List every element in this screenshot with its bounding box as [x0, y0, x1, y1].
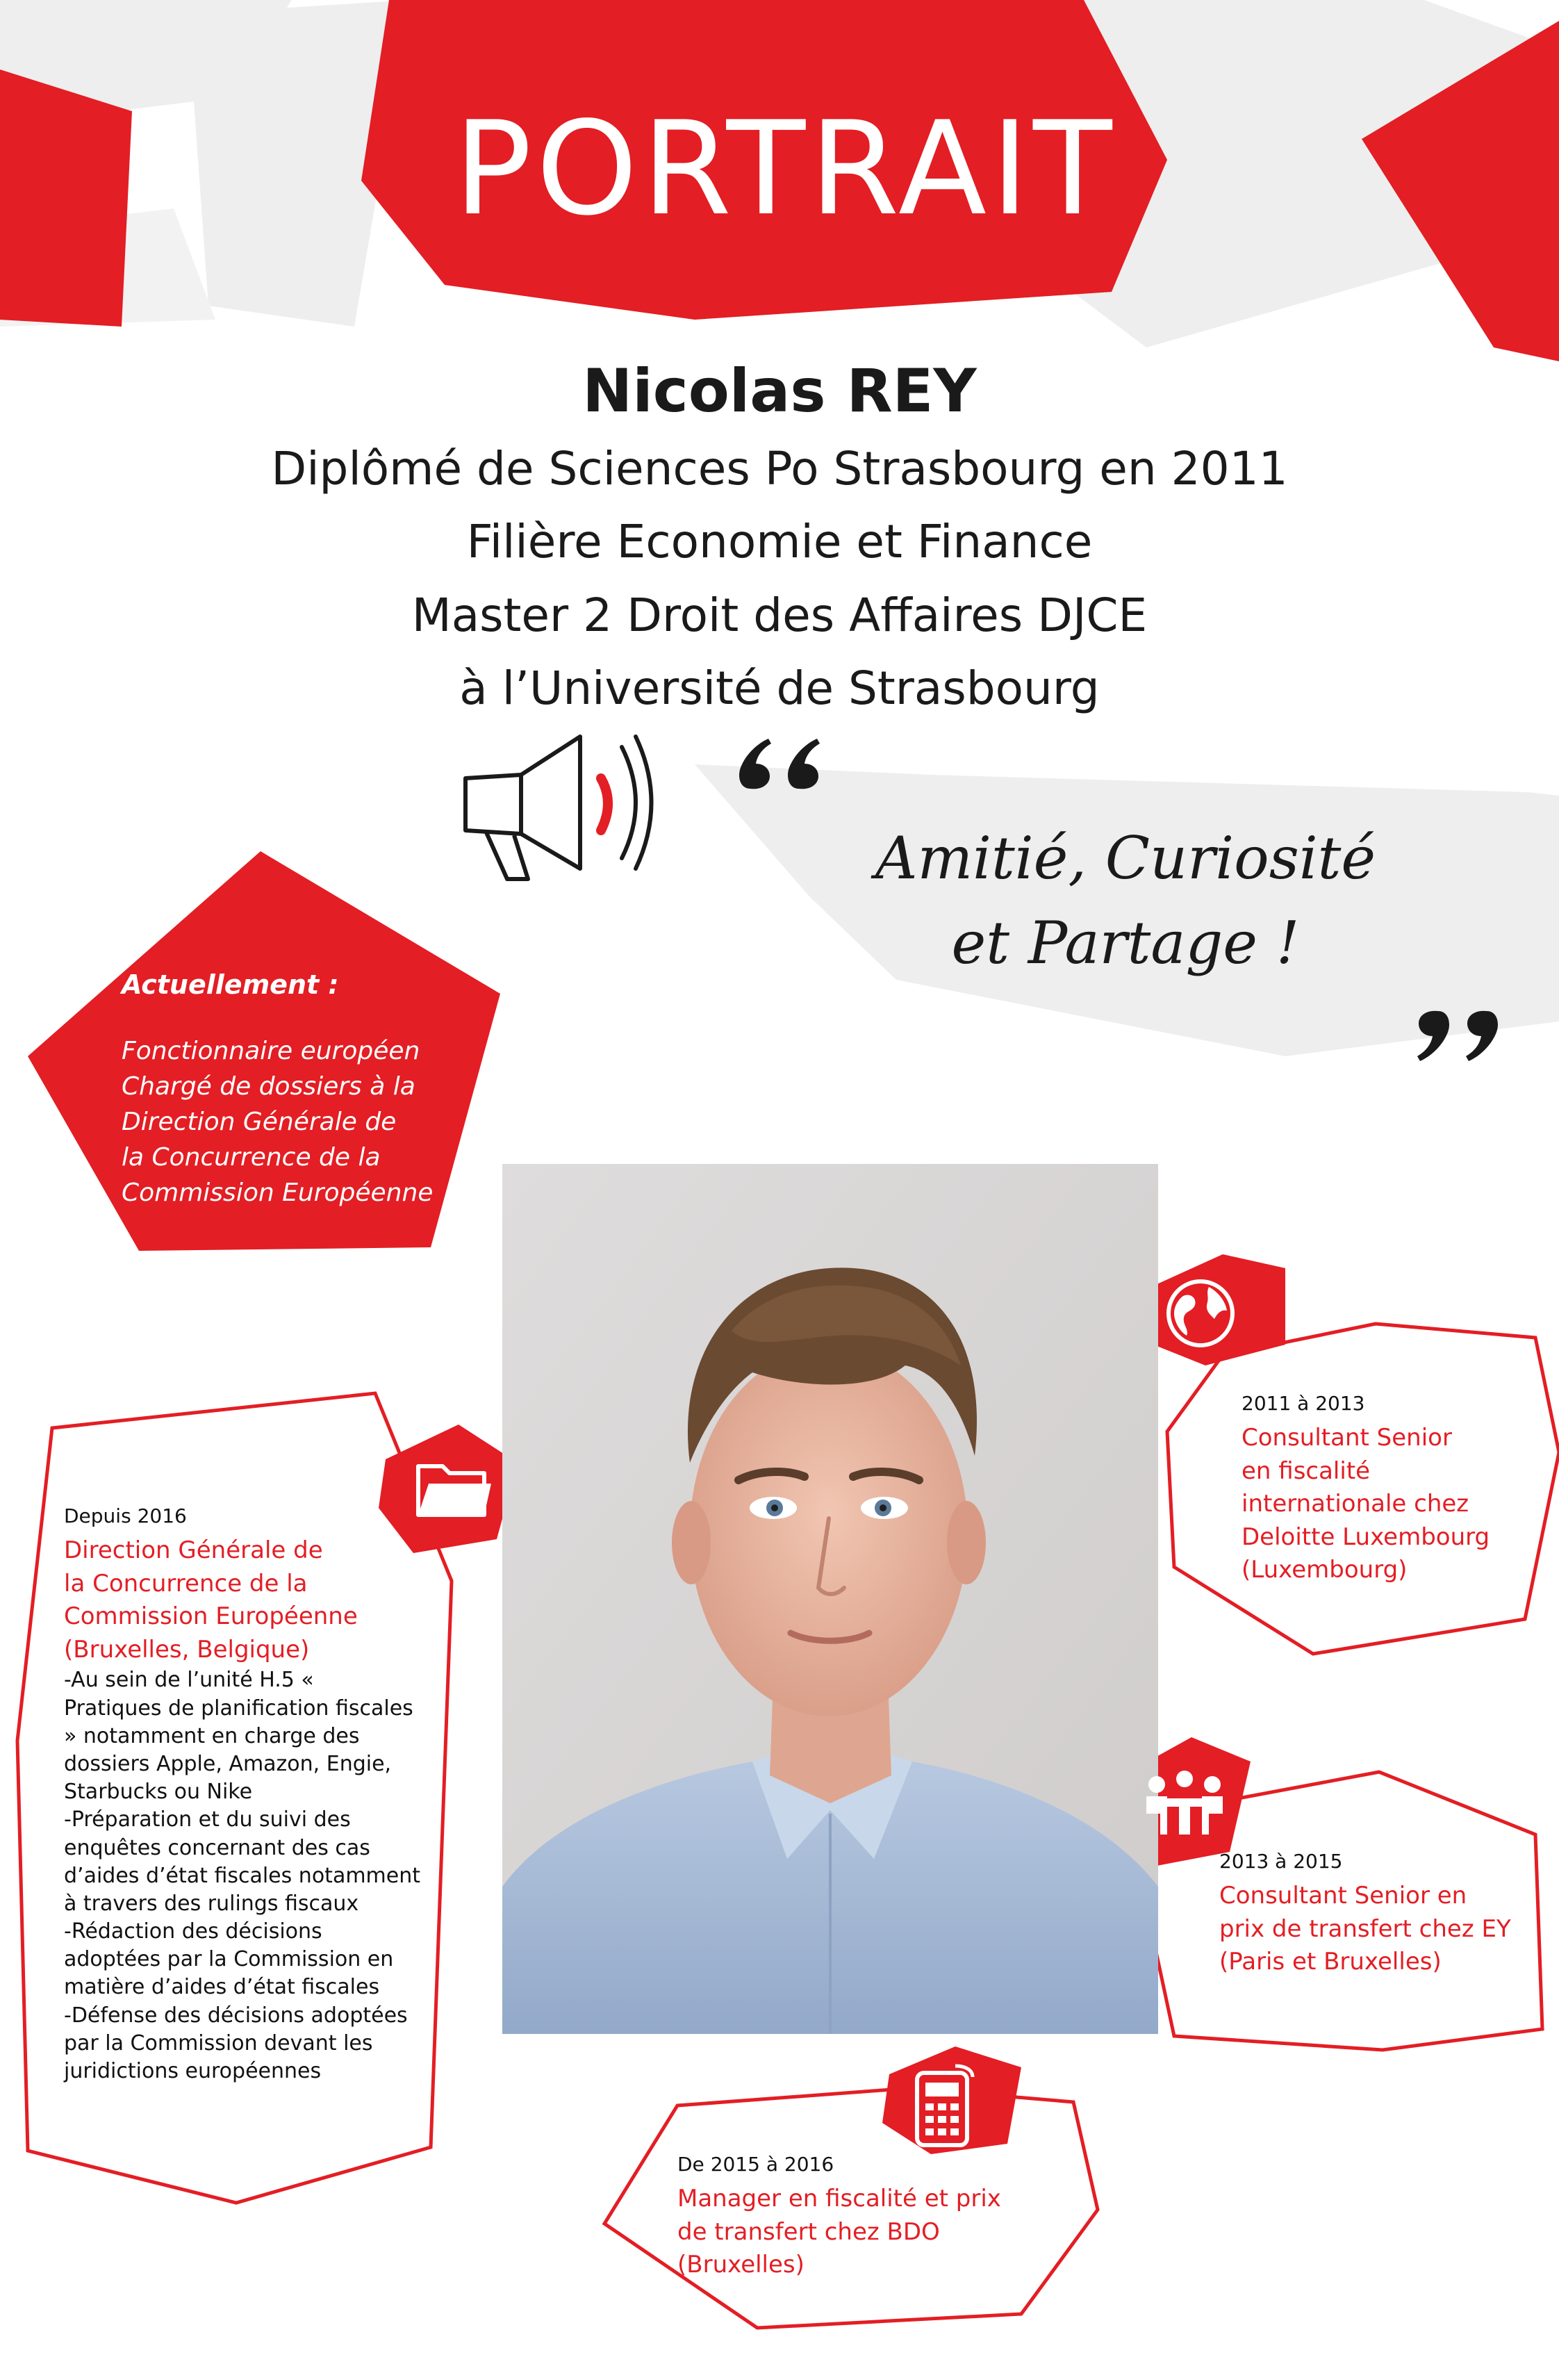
career-entry-2013	[1219, 1850, 1532, 1979]
career-detail-line: enquêtes concernant des cas	[64, 1835, 370, 1860]
person-name: Nicolas REY	[582, 356, 977, 426]
career-role-line: en fiscalité	[1242, 1456, 1371, 1485]
career-detail-line: par la Commission devant les	[64, 2030, 373, 2055]
profile-header	[139, 354, 1420, 725]
career-entry-2016	[64, 1504, 453, 2085]
career-detail-line: adoptées par la Commission en	[64, 1947, 394, 1972]
globe-icon	[1159, 1272, 1242, 1355]
career-role-line: la Concurrence de la	[64, 1569, 308, 1598]
current-position-line: la Concurrence de la	[122, 1143, 381, 1172]
career-detail-line: dossiers Apple, Amazon, Engie,	[64, 1751, 392, 1776]
career-detail-line: » notamment en charge des	[64, 1723, 360, 1748]
current-position-line: Commission Européenne	[122, 1179, 434, 1208]
career-role-line: Consultant Senior	[1242, 1424, 1452, 1452]
close-quote-icon	[1417, 1004, 1508, 1067]
career-role-line: Consultant Senior en	[1219, 1882, 1467, 1910]
career-entry-2015	[677, 2153, 1108, 2282]
career-dates: Depuis 2016	[64, 1504, 187, 1527]
career-role-line: Commission Européenne	[64, 1602, 358, 1631]
career-detail-line: Pratiques de planification fiscales	[64, 1696, 413, 1721]
current-position-line: Direction Générale de	[122, 1108, 397, 1137]
meeting-icon	[1136, 1765, 1233, 1841]
career-role-line: (Bruxelles, Belgique)	[64, 1635, 310, 1664]
open-quote-icon	[736, 733, 827, 796]
career-detail-line: -Au sein de l’unité H.5 «	[64, 1668, 314, 1693]
career-role-line: de transfert chez BDO	[677, 2217, 940, 2246]
career-detail-line: -Préparation et du suivi des	[64, 1807, 351, 1832]
career-detail-line: juridictions européennes	[64, 2059, 322, 2083]
career-dates: De 2015 à 2016	[677, 2153, 834, 2176]
career-entry-2011	[1242, 1392, 1533, 1587]
career-detail-line: matière d’aides d’état fiscales	[64, 1975, 380, 2000]
current-position-line: Fonctionnaire européen	[122, 1037, 420, 1065]
career-detail-line: -Défense des décisions adoptées	[64, 2003, 408, 2028]
page-title: PORTRAIT	[454, 93, 1116, 244]
career-role-line: Direction Générale de	[64, 1536, 323, 1564]
current-position-line: Chargé de dossiers à la	[122, 1072, 415, 1101]
career-role-line: Manager en fiscalité et prix	[677, 2185, 1001, 2213]
career-role-line: (Bruxelles)	[677, 2251, 805, 2279]
career-role-line: (Luxembourg)	[1242, 1556, 1408, 1584]
motto-line-2: et Partage !	[951, 908, 1300, 977]
career-detail-line: à travers des rulings fiscaux	[64, 1891, 359, 1916]
university-line: à l’Université de Strasbourg	[459, 662, 1100, 716]
motto-line-1: Amitié, Curiosité	[875, 824, 1376, 892]
career-role-line: (Paris et Bruxelles)	[1219, 1948, 1442, 1976]
motto-quote	[820, 816, 1431, 986]
career-dates: 2013 à 2015	[1219, 1850, 1343, 1873]
master-line: Master 2 Droit des Affaires DJCE	[411, 588, 1148, 642]
career-role-line: Deloitte Luxembourg	[1242, 1523, 1490, 1551]
career-role-line: internationale chez	[1242, 1490, 1469, 1518]
career-detail-line: Starbucks ou Nike	[64, 1780, 253, 1805]
career-role-line: prix de transfert chez EY	[1219, 1914, 1511, 1943]
career-detail-line: d’aides d’état fiscales notamment	[64, 1863, 421, 1888]
degree-line: Diplômé de Sciences Po Strasbourg en 2011	[271, 441, 1288, 495]
current-position	[122, 969, 511, 1211]
portrait-photo	[502, 1164, 1158, 2034]
calculator-icon	[907, 2060, 983, 2151]
career-detail-line: -Rédaction des décisions	[64, 1919, 322, 1944]
track-line: Filière Economie et Finance	[466, 515, 1093, 569]
career-dates: 2011 à 2013	[1242, 1392, 1365, 1415]
megaphone-icon	[459, 730, 667, 889]
current-position-title: Actuellement :	[122, 969, 339, 1000]
